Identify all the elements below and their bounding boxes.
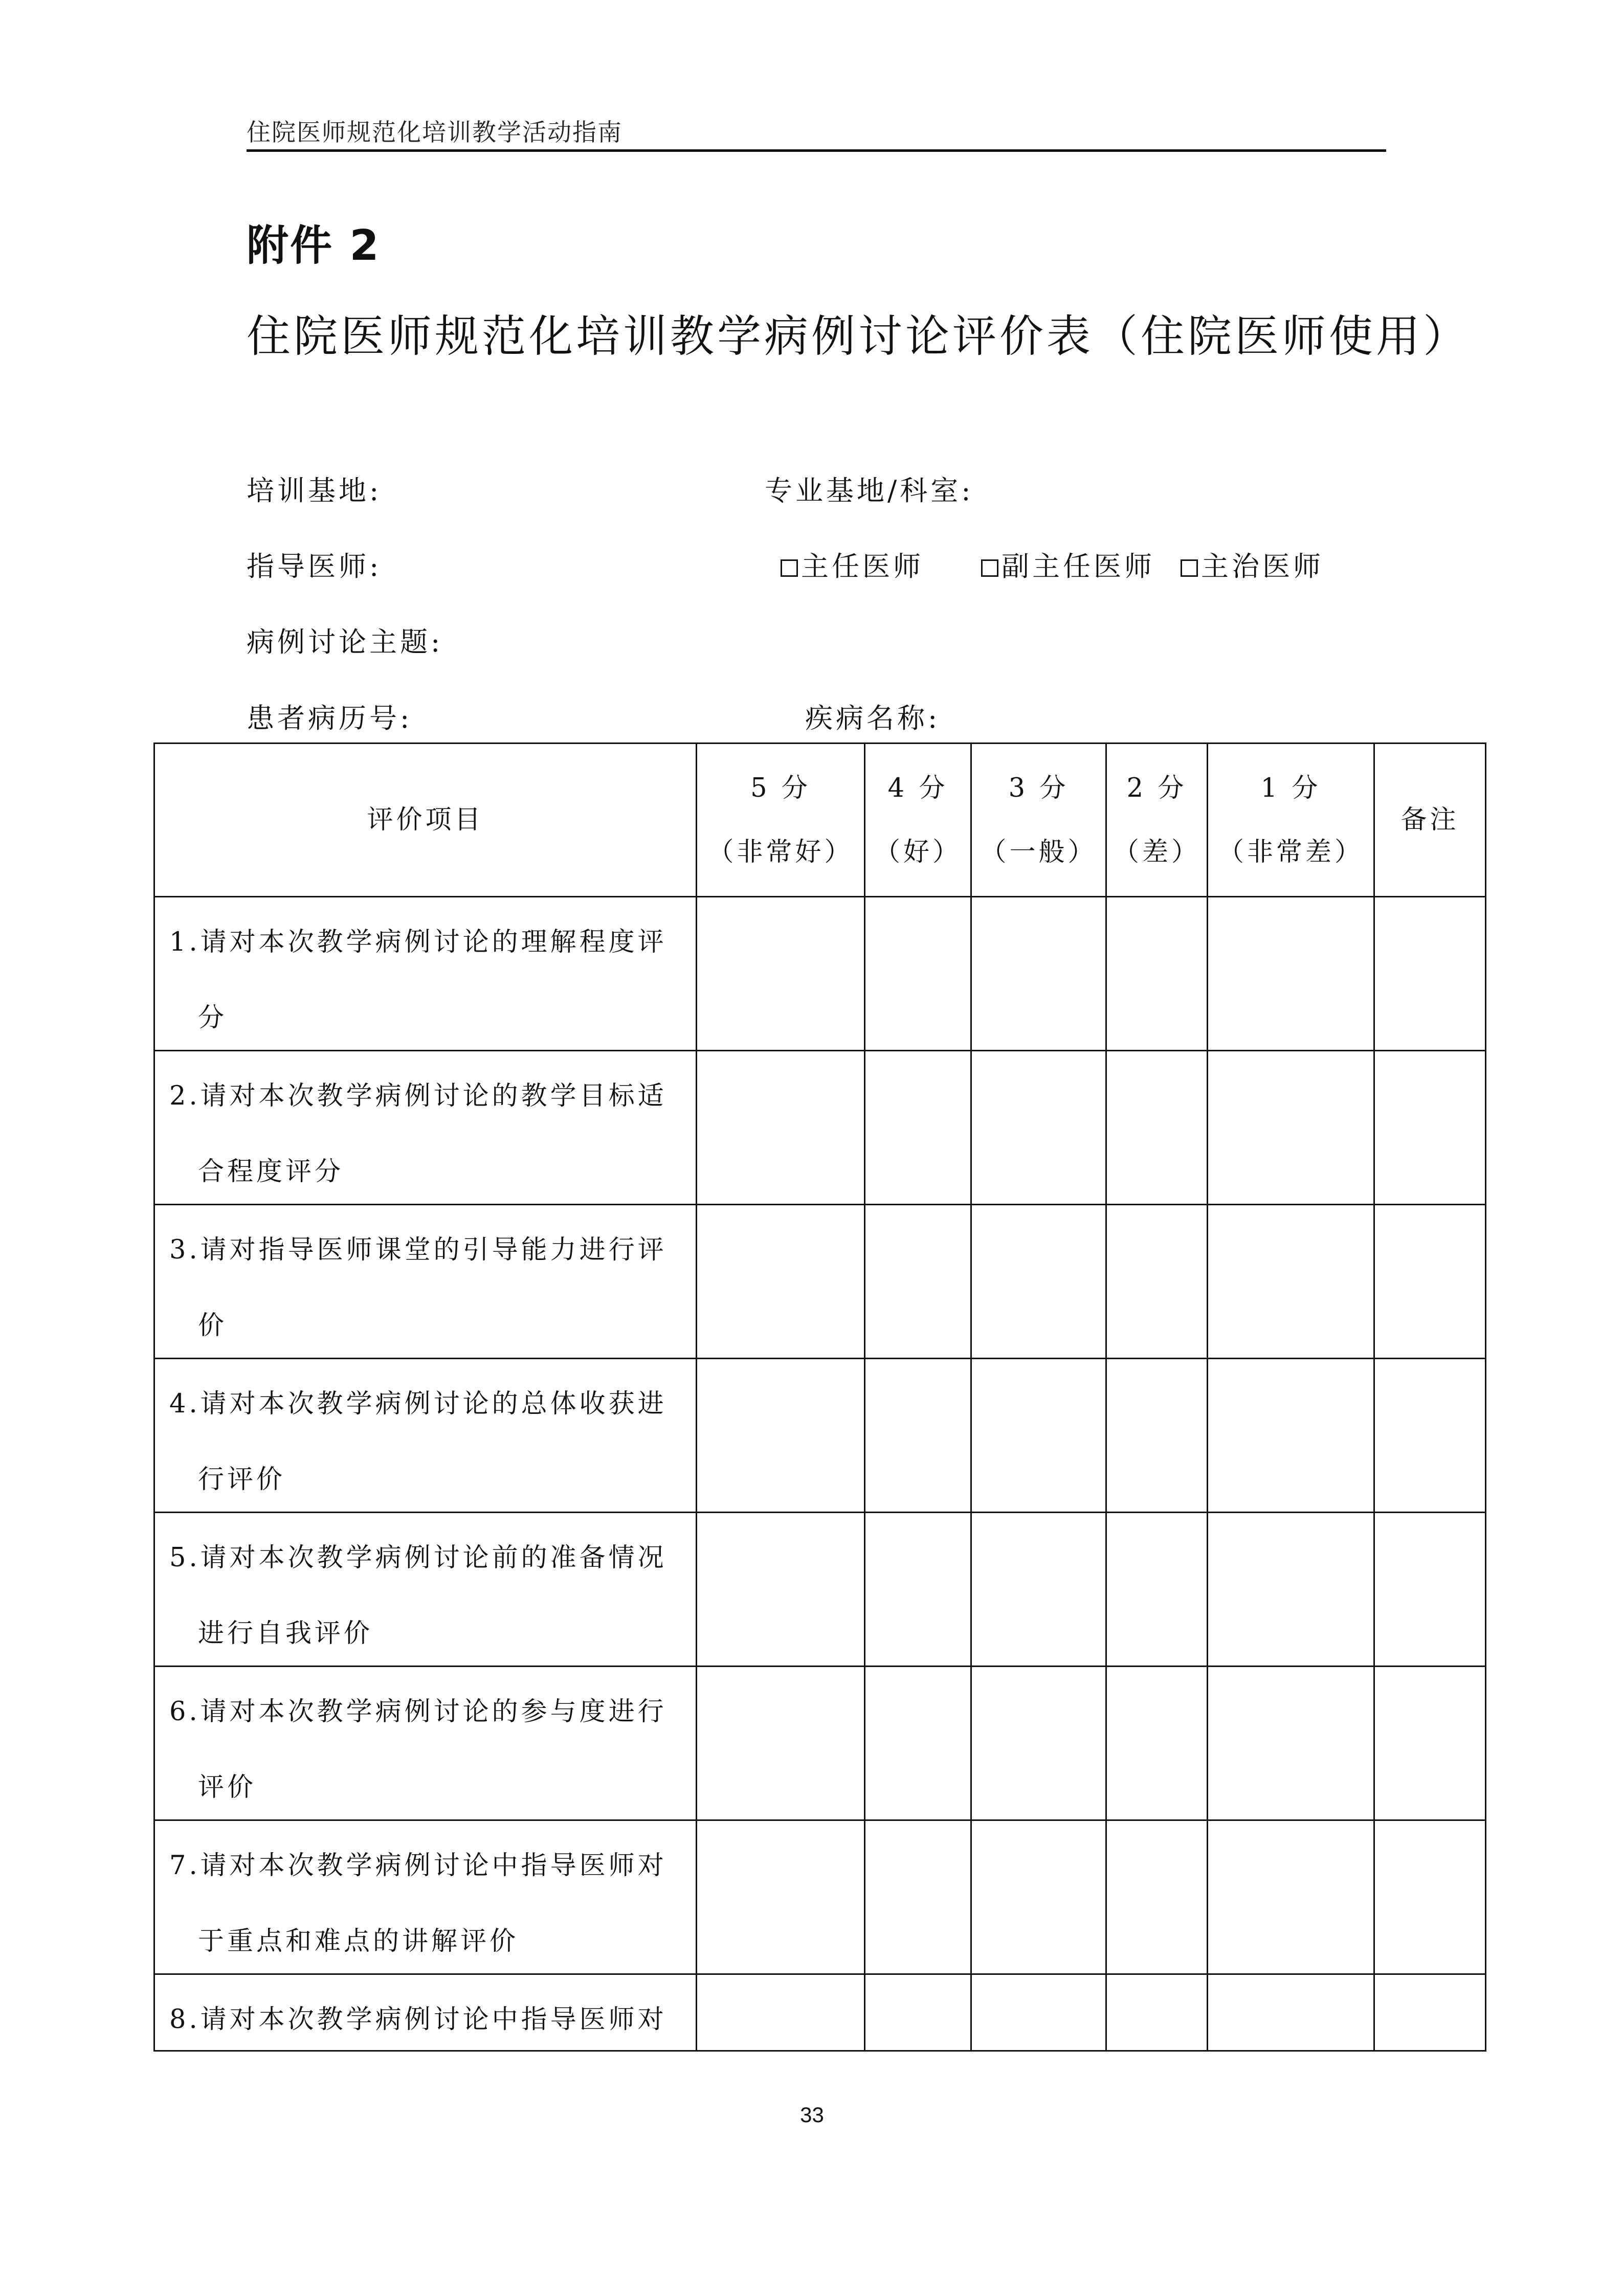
score-cell[interactable] xyxy=(1208,1820,1374,1974)
evaluation-item: 4.请对本次教学病例讨论的总体收获进 行评价 xyxy=(154,1359,697,1513)
score-cell[interactable] xyxy=(971,1205,1106,1359)
score-cell[interactable] xyxy=(865,1051,971,1205)
remarks-cell[interactable] xyxy=(1374,1820,1486,1974)
remarks-column-header: 备注 xyxy=(1374,744,1486,897)
score-description: （好） xyxy=(874,837,962,867)
table-row xyxy=(154,1667,1486,1820)
remarks-cell[interactable] xyxy=(1374,1359,1486,1513)
remarks-cell[interactable] xyxy=(1374,1205,1486,1359)
score-cell[interactable] xyxy=(971,1051,1106,1205)
score-column-header-2 xyxy=(1106,744,1208,897)
evaluation-item: 7.请对本次教学病例讨论中指导医师对 于重点和难点的讲解评价 xyxy=(154,1820,697,1974)
score-cell[interactable] xyxy=(971,1513,1106,1667)
evaluation-table xyxy=(153,742,1486,2052)
score-cell[interactable] xyxy=(1106,1820,1208,1974)
score-column-header-5 xyxy=(697,744,865,897)
option-label: 主任医师 xyxy=(801,550,924,582)
table-row xyxy=(154,1051,1486,1205)
patient-record-number-label: 患者病历号: xyxy=(247,702,413,734)
score-cell[interactable] xyxy=(971,1820,1106,1974)
item-column-header: 评价项目 xyxy=(154,744,697,897)
evaluation-item: 1.请对本次教学病例讨论的理解程度评 分 xyxy=(154,897,697,1051)
table-row xyxy=(154,1513,1486,1667)
score-column-header-1 xyxy=(1208,744,1374,897)
score-column-header-3 xyxy=(971,744,1106,897)
table-row xyxy=(154,897,1486,1051)
evaluation-item: 8.请对本次教学病例讨论中指导医师对 xyxy=(154,1974,697,2051)
score-cell[interactable] xyxy=(971,1667,1106,1820)
score-cell[interactable] xyxy=(865,1205,971,1359)
document-title: 住院医师规范化培训教学病例讨论评价表（住院医师使用） xyxy=(247,311,1470,362)
evaluation-item: 3.请对指导医师课堂的引导能力进行评 价 xyxy=(154,1205,697,1359)
score-value: 2 分 xyxy=(1126,773,1187,803)
score-cell[interactable] xyxy=(971,1359,1106,1513)
score-description: （差） xyxy=(1113,837,1200,867)
remarks-cell[interactable] xyxy=(1374,897,1486,1051)
score-cell[interactable] xyxy=(697,1051,865,1205)
supervisor-title-option-3[interactable] xyxy=(1181,545,1324,584)
score-column-header-4 xyxy=(865,744,971,897)
score-cell[interactable] xyxy=(1208,897,1374,1051)
score-cell[interactable] xyxy=(697,1974,865,2051)
header-rule xyxy=(247,149,1386,152)
supervisor-title-option-2[interactable] xyxy=(981,545,1155,584)
score-cell[interactable] xyxy=(865,1513,971,1667)
score-cell[interactable] xyxy=(1106,1667,1208,1820)
table-header-row xyxy=(154,744,1486,897)
checkbox-icon[interactable] xyxy=(781,559,798,577)
score-description: （非常差） xyxy=(1217,837,1364,867)
score-cell[interactable] xyxy=(697,1667,865,1820)
score-cell[interactable] xyxy=(697,1513,865,1667)
score-cell[interactable] xyxy=(1208,1359,1374,1513)
score-cell[interactable] xyxy=(697,1205,865,1359)
remarks-cell[interactable] xyxy=(1374,1974,1486,2051)
score-cell[interactable] xyxy=(865,1359,971,1513)
score-cell[interactable] xyxy=(971,1974,1106,2051)
score-cell[interactable] xyxy=(1208,1205,1374,1359)
remarks-cell[interactable] xyxy=(1374,1513,1486,1667)
option-label: 副主任医师 xyxy=(1002,550,1155,582)
score-cell[interactable] xyxy=(1208,1051,1374,1205)
score-cell[interactable] xyxy=(865,1667,971,1820)
table-row xyxy=(154,1205,1486,1359)
score-cell[interactable] xyxy=(1106,1513,1208,1667)
table-row xyxy=(154,1974,1486,2051)
score-value: 4 分 xyxy=(887,773,948,803)
score-value: 5 分 xyxy=(750,773,811,803)
score-cell[interactable] xyxy=(1208,1667,1374,1820)
score-description: （非常好） xyxy=(707,837,854,867)
score-cell[interactable] xyxy=(865,1974,971,2051)
score-cell[interactable] xyxy=(1106,1974,1208,2051)
score-cell[interactable] xyxy=(1208,1974,1374,2051)
running-header: 住院医师规范化培训教学活动指南 xyxy=(247,119,622,147)
score-cell[interactable] xyxy=(697,1820,865,1974)
checkbox-icon[interactable] xyxy=(1181,559,1198,577)
option-label: 主治医师 xyxy=(1201,550,1324,582)
remarks-cell[interactable] xyxy=(1374,1667,1486,1820)
supervisor-label: 指导医师: xyxy=(247,550,382,582)
score-cell[interactable] xyxy=(865,897,971,1051)
page-number: 33 xyxy=(800,2103,824,2127)
checkbox-icon[interactable] xyxy=(981,559,998,577)
disease-name-label: 疾病名称: xyxy=(805,702,941,734)
score-cell[interactable] xyxy=(697,1359,865,1513)
score-value: 3 分 xyxy=(1008,773,1069,803)
score-cell[interactable] xyxy=(1106,1205,1208,1359)
remarks-cell[interactable] xyxy=(1374,1051,1486,1205)
case-topic-label: 病例讨论主题: xyxy=(247,626,443,658)
score-description: （一般） xyxy=(980,837,1097,867)
score-value: 1 分 xyxy=(1260,773,1321,803)
score-cell[interactable] xyxy=(1106,1359,1208,1513)
evaluation-item: 5.请对本次教学病例讨论前的准备情况 进行自我评价 xyxy=(154,1513,697,1667)
score-cell[interactable] xyxy=(1106,897,1208,1051)
score-cell[interactable] xyxy=(1208,1513,1374,1667)
evaluation-item: 6.请对本次教学病例讨论的参与度进行 评价 xyxy=(154,1667,697,1820)
score-cell[interactable] xyxy=(1106,1051,1208,1205)
training-base-label: 培训基地: xyxy=(247,475,382,507)
evaluation-item: 2.请对本次教学病例讨论的教学目标适 合程度评分 xyxy=(154,1051,697,1205)
score-cell[interactable] xyxy=(865,1820,971,1974)
score-cell[interactable] xyxy=(971,897,1106,1051)
table-row xyxy=(154,1820,1486,1974)
supervisor-title-option-1[interactable] xyxy=(781,545,924,584)
attachment-label: 附件 2 xyxy=(247,221,381,270)
specialty-department-label: 专业基地/科室: xyxy=(765,475,974,507)
table-row xyxy=(154,1359,1486,1513)
score-cell[interactable] xyxy=(697,897,865,1051)
